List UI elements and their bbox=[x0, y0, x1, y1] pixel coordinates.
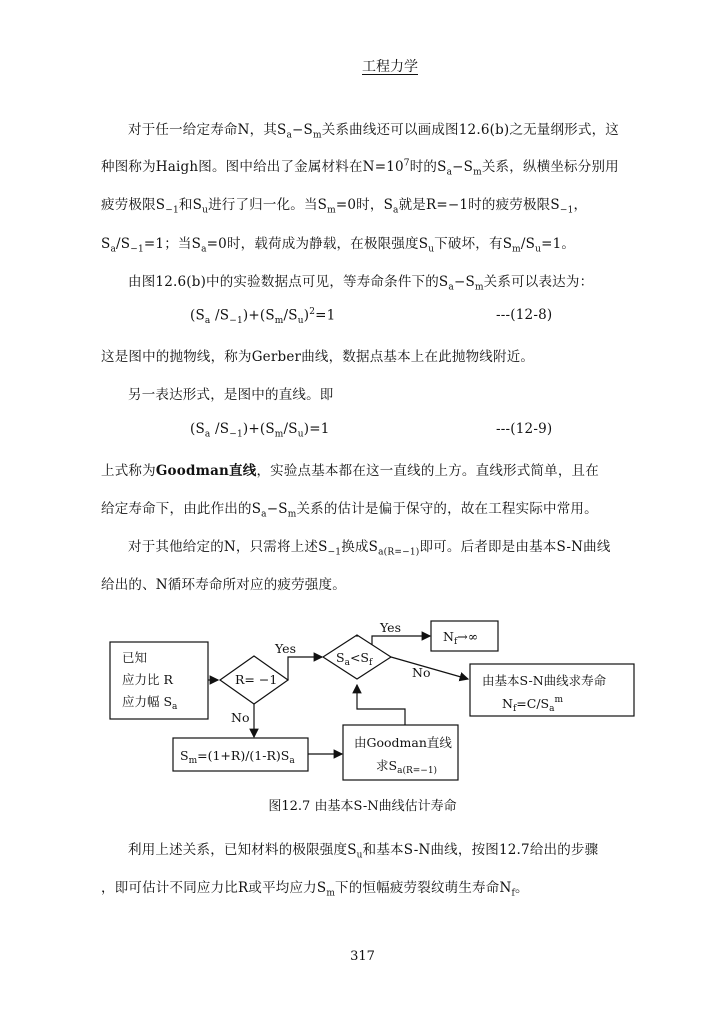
paragraph-9: 利用上述关系，已知材料的极限强度$S_u$和基本S-N曲线，按图12.7给出的步骤 bbox=[128, 842, 599, 861]
paragraph-10: ，即可估计不同应力比R或平均应力$S_m$下的恒幅疲劳裂纹萌生寿命$N_f$。 bbox=[101, 880, 529, 899]
header-title: 工程力学 bbox=[362, 59, 418, 75]
paragraph-3: 这是图中的抛物线，称为Gerber曲线，数据点基本上在此抛物线附近。 bbox=[101, 349, 535, 365]
paragraph-1-line-4: $S_a/S_{-1}=1$；当$S_a=0$时，载荷成为静载，在极限强度$S_u$下破坏，有$S_m/S_u=1$。 bbox=[101, 236, 576, 255]
mean-stress-formula: $S_m=(1+R)/(1-R)S_a$ bbox=[180, 748, 295, 766]
decision1-label: R= −1 bbox=[235, 672, 278, 687]
page-header bbox=[0, 56, 725, 76]
paragraph-1-line-2: 种图称为Haigh图。图中给出了金属材料在$N=10^7$时的$S_a-S_m$关系，纵横坐标分别用 bbox=[101, 158, 619, 178]
paragraph-1-line-3: 疲劳极限$S_{-1}$和$S_u$进行了归一化。当$S_m=0$时，$S_a$就是R=−1时的疲劳极限$S_{-1}$， bbox=[101, 197, 588, 216]
no-label-2: No bbox=[412, 665, 431, 680]
equation-12-8: ($S_a$ $/S_{-1})+(S_m/S_u)^2=1$ bbox=[190, 307, 336, 327]
figure-caption: 图12.7 由基本S-N曲线估计寿命 bbox=[268, 799, 457, 814]
known-stress-amplitude: 应力幅 $S_a$ bbox=[122, 694, 178, 712]
flowchart-diagram bbox=[100, 615, 645, 790]
sn-curve-title: 由基本S-N曲线求寿命 bbox=[482, 673, 607, 688]
goodman-solve: 求$S_{a(R=-1)}$ bbox=[376, 758, 438, 776]
yes-label-1: Yes bbox=[275, 641, 296, 656]
infinite-life-label: $N_f\to\infty$ bbox=[443, 629, 479, 647]
paragraph-7: 对于其他给定的N，只需将上述$S_{-1}$换成$S_{a(R=-1)}$即可。后者即是由基本S-N曲线 bbox=[128, 539, 611, 558]
goodman-title: 由Goodman直线 bbox=[354, 735, 452, 750]
paragraph-8: 给出的、N循环寿命所对应的疲劳强度。 bbox=[101, 577, 346, 593]
decision2-label: $S_a<S_f$ bbox=[336, 650, 373, 668]
paragraph-4: 另一表达形式，是图中的直线。即 bbox=[128, 387, 334, 403]
goodman-line-term: Goodman直线 bbox=[155, 463, 257, 479]
yes-label-2: Yes bbox=[380, 620, 401, 635]
known-stress-ratio: 应力比 R bbox=[122, 672, 173, 687]
no-label-1: No bbox=[231, 710, 250, 725]
equation-12-9: ($S_a$ $/S_{-1})+(S_m/S_u)=1$ bbox=[190, 421, 330, 440]
paragraph-6: 给定寿命下，由此作出的$S_a-S_m$关系的估计是偏于保守的，故在工程实际中常用。 bbox=[101, 501, 598, 520]
equation-12-9-number: ---(12-9) bbox=[496, 421, 553, 437]
paragraph-2: 由图12.6(b)中的实验数据点可见，等寿命条件下的$S_a-S_m$关系可以表达为： bbox=[128, 274, 594, 293]
paragraph-5: 上式称为Goodman直线，实验点基本都在这一直线的上方。直线形式简单，且在 bbox=[101, 463, 599, 479]
page-number: 317 bbox=[350, 949, 375, 964]
equation-12-8-number: ---(12-8) bbox=[496, 307, 553, 323]
sn-curve-formula: $N_f=C/S_a^m$ bbox=[502, 695, 564, 714]
known-title: 已知 bbox=[122, 650, 148, 665]
paragraph-1-line-1: 对于任一给定寿命N，其$S_a-S_m$关系曲线还可以画成图12.6(b)之无量纲形式，这 bbox=[128, 122, 619, 141]
